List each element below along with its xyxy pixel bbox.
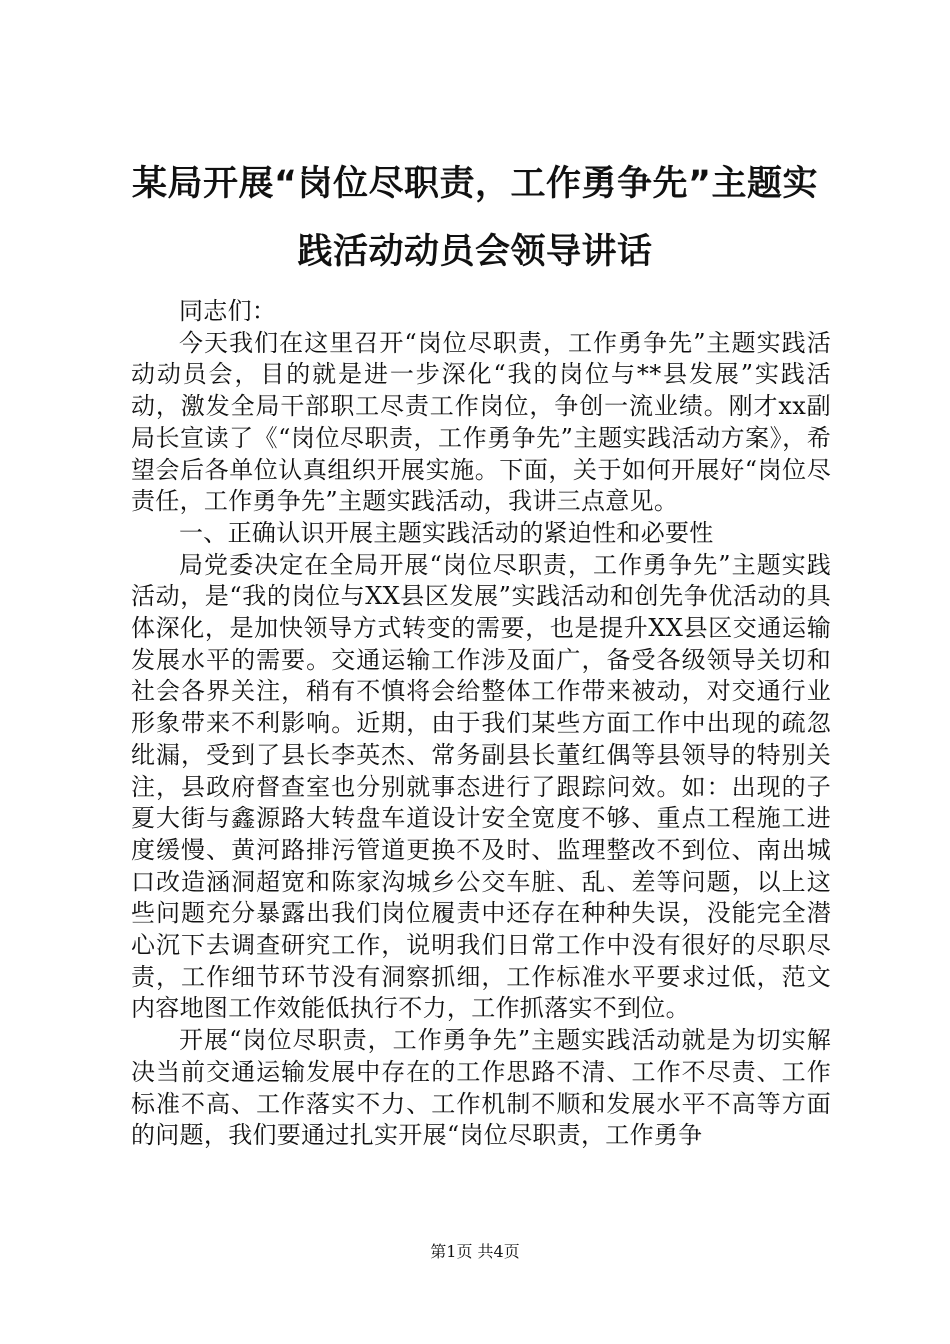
title-line-1: 某局开展“岗位尽职责，工作勇争先”主题实 — [131, 164, 818, 204]
section-heading-1: 一、正确认识开展主题实践活动的紧迫性和必要性 — [179, 518, 714, 547]
document-title — [100, 150, 850, 286]
paragraph-intro: 今天我们在这里召开“岗位尽职责，工作勇争先”主题实践活动动员会，目的就是进一步深化“我的岗位与**县发展”实践活动，激发全局干部职工尽责工作岗位，争创一流业绩。刚才xx副局长宣读了《“岗位尽职责，工作勇争先”主题实践活动方案》，希望会后各单位认真组织开展实施。下面，关于如何开展好“岗位尽责任，工作勇争先”主题实践活动，我讲三点意见。 — [131, 328, 831, 516]
title-line-2: 践活动动员会领导讲话 — [297, 232, 653, 272]
page-footer: 第1页 共4页 — [430, 1242, 520, 1261]
paragraph-section-1: 局党委决定在全局开展“岗位尽职责，工作勇争先”主题实践活动，是“我的岗位与XX县区发展”实践活动和创先争优活动的具体深化，是加快领导方式转变的需要，也是提升XX县区交通运输发展水平的需要。交通运输工作涉及面广，备受各级领导关切和社会各界关注，稍有不慎将会给整体工作带来被动，对交通行业形象带来不利影响。近期，由于我们某些方面工作中出现的疏忽纰漏，受到了县长李英杰、常务副县长董红偶等县领导的特别关注，县政府督查室也分别就事态进行了跟踪问效。如：出现的子夏大街与鑫源路大转盘车道设计安全宽度不够、重点工程施工进度缓慢、黄河路排污管道更换不及时、监理整改不到位、南出城口改造涵洞超宽和陈家沟城乡公交车脏、乱、差等问题，以上这些问题充分暴露出我们岗位履责中还存在种种失误，没能完全潜心沉下去调查研究工作，说明我们日常工作中没有很好的尽职尽责，工作细节环节没有洞察抓细，工作标准水平要求过低，范文内容地图工作效能低执行不力，工作抓落实不到位。 — [131, 550, 831, 1023]
document-body — [131, 296, 831, 1152]
paragraph-section-1-continued: 开展“岗位尽职责，工作勇争先”主题实践活动就是为切实解决当前交通运输发展中存在的工作思路不清、工作不尽责、工作标准不高、工作落实不力、工作机制不顺和发展水平不高等方面的问题，我们要通过扎实开展“岗位尽职责，工作勇争 — [131, 1026, 831, 1150]
salutation: 同志们： — [179, 297, 277, 325]
